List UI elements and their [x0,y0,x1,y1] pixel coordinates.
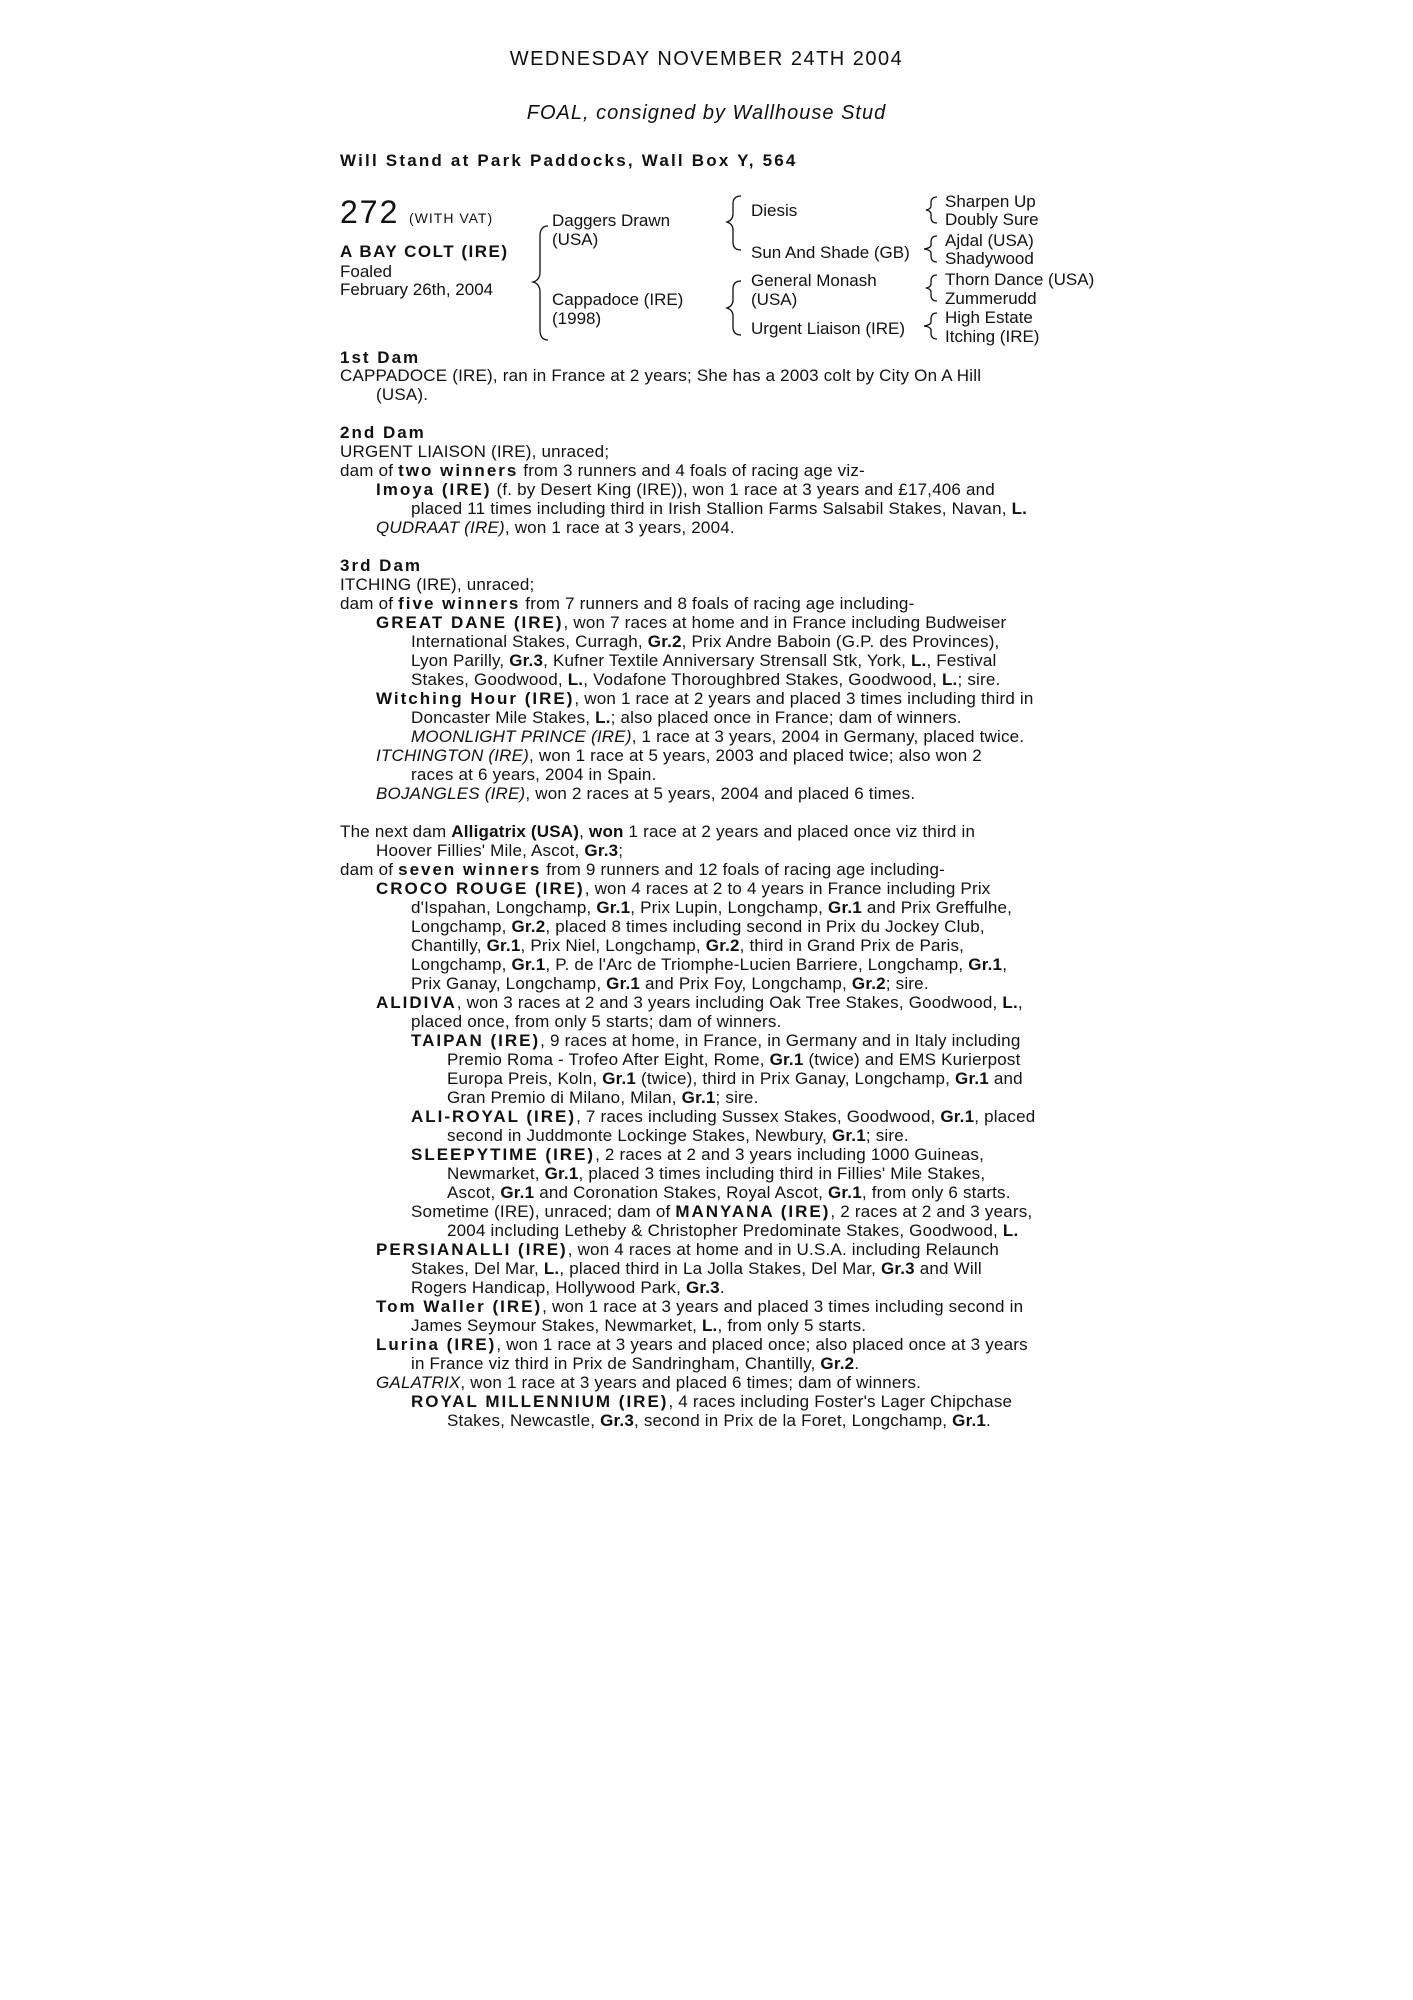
next-dam-line: Premio Roma - Trofeo After Eight, Rome, Gr.1 (twice) and EMS Kurierpost [447,1050,1021,1069]
first-dam-heading: 1st Dam [340,348,421,367]
ancestor-4: Shadywood [945,249,1034,268]
next-dam-line: 2004 including Letheby & Christopher Predominate Stakes, Goodwood, L. [447,1221,1019,1240]
next-dam-line: CROCO ROUGE (IRE), won 4 races at 2 to 4 years in France including Prix [376,879,991,898]
second-dam-line: dam of two winners from 3 runners and 4 foals of racing age viz- [340,461,865,480]
third-dam-line: MOONLIGHT PRINCE (IRE), 1 race at 3 years, 2004 in Germany, placed twice. [411,727,1025,746]
next-dam-line: Ascot, Gr.1 and Coronation Stakes, Royal Ascot, Gr.1, from only 6 starts. [447,1183,1011,1202]
next-dam-line: Longchamp, Gr.2, placed 8 times including second in Prix du Jockey Club, [411,917,985,936]
third-dam-line: dam of five winners from 7 runners and 8 foals of racing age including- [340,594,915,613]
consignment-line: FOAL, consigned by Wallhouse Stud [526,102,887,124]
second-dam-line: URGENT LIAISON (IRE), unraced; [340,442,610,461]
dam-sire-country: (USA) [751,290,798,309]
foaled-date: February 26th, 2004 [340,280,494,299]
third-dam-line: BOJANGLES (IRE), won 2 races at 5 years, 2004 and placed 6 times. [376,784,916,803]
first-dam-line: (USA). [376,385,429,404]
third-dam-line: ITCHINGTON (IRE), won 1 race at 5 years, 2003 and placed twice; also won 2 [376,746,982,765]
next-dam-line: Prix Ganay, Longchamp, Gr.1 and Prix Foy, Longchamp, Gr.2; sire. [411,974,929,993]
next-dam-line: ALIDIVA, won 3 races at 2 and 3 years including Oak Tree Stakes, Goodwood, L., [376,993,1023,1012]
next-dam-line: Chantilly, Gr.1, Prix Niel, Longchamp, Gr.2, third in Grand Prix de Paris, [411,936,965,955]
third-dam-line: Stakes, Goodwood, L., Vodafone Thoroughbred Stakes, Goodwood, L.; sire. [411,670,1001,689]
third-dam-line: GREAT DANE (IRE), won 7 races at home and in France including Budweiser [376,613,1007,632]
second-dam-line: placed 11 times including third in Irish Stallion Farms Salsabil Stakes, Navan, L. [411,499,1028,518]
next-dam-line: ROYAL MILLENNIUM (IRE), 4 races including Foster's Lager Chipchase [411,1392,1013,1411]
sire-country: (USA) [552,230,599,249]
next-dam-line: Rogers Handicap, Hollywood Park, Gr.3. [411,1278,725,1297]
first-dam-line: CAPPADOCE (IRE), ran in France at 2 years; She has a 2003 colt by City On A Hill [340,366,982,385]
next-dam-line: Newmarket, Gr.1, placed 3 times including third in Fillies' Mile Stakes, [447,1164,986,1183]
next-dam-line: Stakes, Del Mar, L., placed third in La Jolla Stakes, Del Mar, Gr.3 and Will [411,1259,982,1278]
ancestor-2: Doubly Sure [945,210,1039,229]
third-dam-line: Witching Hour (IRE), won 1 race at 2 years and placed 3 times including third in [376,689,1034,708]
ancestor-6: Zummerudd [945,289,1037,308]
dam-dam: Urgent Liaison (IRE) [751,319,906,338]
next-dam-line: second in Juddmonte Lockinge Stakes, Newbury, Gr.1; sire. [447,1126,909,1145]
ancestor-7: High Estate [945,308,1033,327]
next-dam-line: placed once, from only 5 starts; dam of winners. [411,1012,782,1031]
next-dam-line: PERSIANALLI (IRE), won 4 races at home and in U.S.A. including Relaunch [376,1240,1000,1259]
sire-sire: Diesis [751,201,798,220]
next-dam-line: SLEEPYTIME (IRE), 2 races at 2 and 3 years including 1000 Guineas, [411,1145,985,1164]
next-dam-line: dam of seven winners from 9 runners and 12 foals of racing age including- [340,860,945,879]
next-dam-line: Europa Preis, Koln, Gr.1 (twice), third in Prix Ganay, Longchamp, Gr.1 and [447,1069,1023,1088]
third-dam-heading: 3rd Dam [340,556,423,575]
ancestor-3: Ajdal (USA) [945,231,1034,250]
dam-year: (1998) [552,309,602,328]
lot-number: 272 [340,194,400,230]
dam-sire-name: General Monash [751,271,877,290]
next-dam-line: The next dam Alligatrix (USA), won 1 race at 2 years and placed once viz third in [340,822,976,841]
next-dam-line: in France viz third in Prix de Sandringham, Chantilly, Gr.2. [411,1354,860,1373]
ancestor-1: Sharpen Up [945,192,1036,211]
second-dam-line: QUDRAAT (IRE), won 1 race at 3 years, 2004. [376,518,735,537]
ancestor-5: Thorn Dance (USA) [945,270,1095,289]
next-dam-line: TAIPAN (IRE), 9 races at home, in France, in Germany and in Italy including [411,1031,1021,1050]
next-dam-line: Tom Waller (IRE), won 1 race at 3 years and placed 3 times including second in [376,1297,1024,1316]
pedigree-braces [0,0,1413,360]
second-dam-heading: 2nd Dam [340,423,426,442]
next-dam-line: d'Ispahan, Longchamp, Gr.1, Prix Lupin, Longchamp, Gr.1 and Prix Greffulhe, [411,898,1013,917]
next-dam-line: Longchamp, Gr.1, P. de l'Arc de Triomphe-Lucien Barriere, Longchamp, Gr.1, [411,955,1008,974]
second-dam-line: Imoya (IRE) (f. by Desert King (IRE)), won 1 race at 3 years and £17,406 and [376,480,995,499]
next-dam-line: ALI-ROYAL (IRE), 7 races including Sussex Stakes, Goodwood, Gr.1, placed [411,1107,1036,1126]
next-dam-line: Gran Premio di Milano, Milan, Gr.1; sire. [447,1088,759,1107]
next-dam-line: Hoover Fillies' Mile, Ascot, Gr.3; [376,841,624,860]
third-dam-line: Doncaster Mile Stakes, L.; also placed once in France; dam of winners. [411,708,962,727]
third-dam-line: International Stakes, Curragh, Gr.2, Prix Andre Baboin (G.P. des Provinces), [411,632,1000,651]
next-dam-line: James Seymour Stakes, Newmarket, L., from only 5 starts. [411,1316,867,1335]
dam-name: Cappadoce (IRE) [552,290,684,309]
next-dam-line: Lurina (IRE), won 1 race at 3 years and placed once; also placed once at 3 years [376,1335,1028,1354]
next-dam-line: Stakes, Newcastle, Gr.3, second in Prix de la Foret, Longchamp, Gr.1. [447,1411,991,1430]
ancestor-8: Itching (IRE) [945,327,1040,346]
foaled-label: Foaled [340,262,392,281]
sale-date: WEDNESDAY NOVEMBER 24TH 2004 [509,48,904,70]
next-dam-line: Sometime (IRE), unraced; dam of MANYANA (IRE), 2 races at 2 and 3 years, [411,1202,1033,1221]
third-dam-line: races at 6 years, 2004 in Spain. [411,765,657,784]
next-dam-line: GALATRIX, won 1 race at 3 years and placed 6 times; dam of winners. [376,1373,922,1392]
sire-name: Daggers Drawn [552,211,671,230]
vat-note: (WITH VAT) [409,210,494,226]
lot-description: A BAY COLT (IRE) [340,242,509,261]
third-dam-line: Lyon Parilly, Gr.3, Kufner Textile Anniversary Strensall Stk, York, L., Festival [411,651,997,670]
third-dam-line: ITCHING (IRE), unraced; [340,575,535,594]
sire-dam: Sun And Shade (GB) [751,243,910,262]
box-location: Will Stand at Park Paddocks, Wall Box Y, 564 [340,151,798,170]
